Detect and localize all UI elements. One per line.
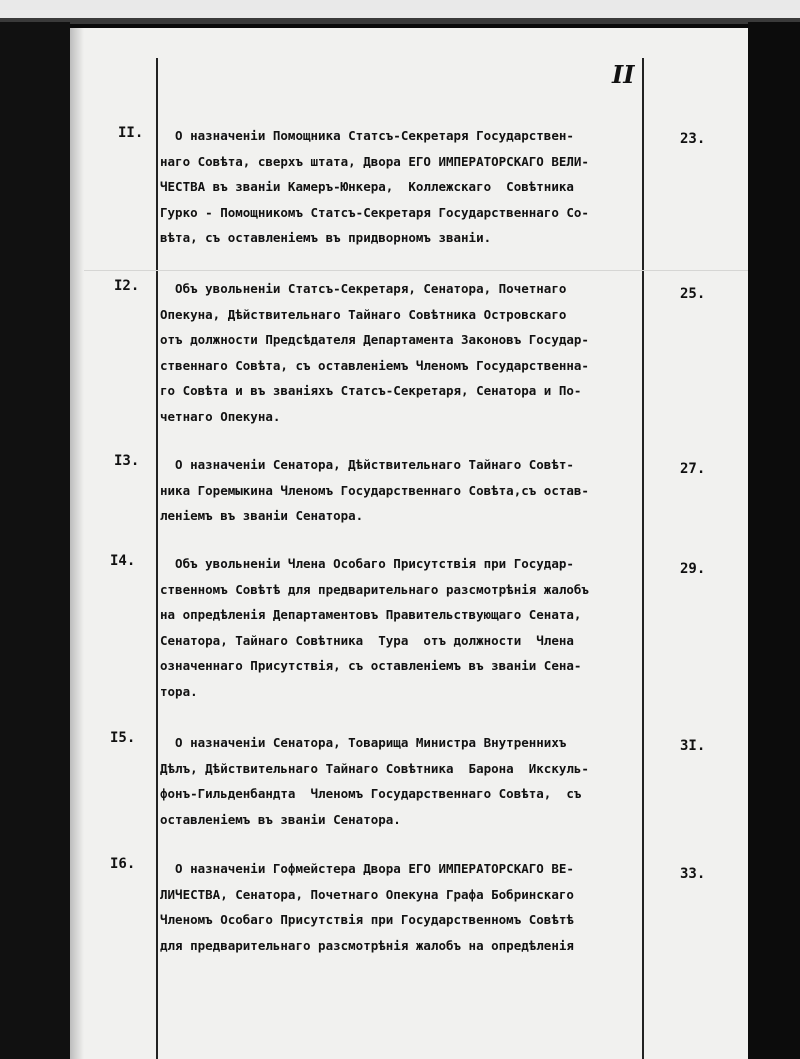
entry-number: I4.: [110, 553, 136, 569]
entry-line: Гурко - Помощникомъ Статсъ-Секретаря Государственнаго Со-: [160, 204, 589, 220]
film-left-margin: [0, 22, 70, 1059]
entry-page-number: 29.: [680, 561, 706, 577]
entry-number: I5.: [110, 730, 136, 746]
right-margin-rule: [642, 58, 644, 1059]
entry-line: фонъ-Гильденбандта Членомъ Государственнаго Совѣта, съ: [160, 786, 582, 802]
entry-text: [160, 730, 640, 832]
entry-line: О назначенiи Гофмейстера Двора ЕГО ИМПЕРАТОРСКАГО ВЕ-: [160, 861, 574, 876]
entry-line: ЧЕСТВА въ званiи Камеръ-Юнкера, Коллежскаго Совѣтника: [160, 179, 574, 195]
entry-text: [160, 276, 640, 430]
entry-line: О назначенiи Помощника Статсъ-Секретаря Государствен-: [160, 128, 574, 143]
entry-line: ственнаго Совѣта, съ оставленiемъ Членомъ Государственна-: [160, 357, 589, 373]
entry-line: наго Совѣта, сверхъ штата, Двора ЕГО ИМПЕРАТОРСКАГО ВЕЛИ-: [160, 153, 589, 169]
entry-line: ника Горемыкина Членомъ Государственнаго Совѣта,съ остав-: [160, 482, 589, 498]
film-top-shadow: [0, 18, 800, 24]
entry-text: [160, 452, 640, 529]
entry-page-number: 25.: [680, 286, 706, 302]
row-separator: [84, 270, 748, 271]
entry-line: Членомъ Особаго Присутствiя при Государственномъ Совѣтѣ: [160, 912, 574, 928]
entry-line: четнаго Опекуна.: [160, 408, 281, 424]
entry-line: для предварительнаго разсмотрѣнiя жалобъ на опредѣленiя: [160, 937, 574, 953]
entry-page-number: 23.: [680, 131, 706, 147]
entry-text: [160, 123, 640, 251]
entry-line: О назначенiи Сенатора, Товарища Министра Внутреннихъ: [160, 735, 567, 750]
entry-number: I2.: [114, 278, 140, 294]
entry-line: Дѣлъ, Дѣйствительнаго Тайнаго Совѣтника Барона Икскуль-: [160, 760, 589, 776]
entry-line: на опредѣленiя Департаментовъ Правительствующаго Сената,: [160, 607, 582, 623]
entry-number: I6.: [110, 856, 136, 872]
entry-line: го Совѣта и въ званiяхъ Статсъ-Секретаря, Сенатора и По-: [160, 383, 582, 399]
entry-page-number: 27.: [680, 461, 706, 477]
entry-line: оставленiемъ въ званiи Сенатора.: [160, 811, 401, 827]
entry-line: вѣта, съ оставленiемъ въ придворномъ званiи.: [160, 230, 492, 246]
entry-line: тора.: [160, 683, 198, 699]
entry-line: Сенатора, Тайнаго Совѣтника Тура отъ должности Члена: [160, 632, 574, 648]
entry-line: означеннаго Присутствiя, съ оставленiемъ въ званiи Сена-: [160, 658, 582, 674]
entry-text: [160, 856, 640, 958]
entry-line: ленiемъ въ званiи Сенатора.: [160, 508, 364, 524]
entry-page-number: 33.: [680, 866, 706, 882]
handwritten-page-mark: II: [612, 60, 635, 89]
entry-line: О назначенiи Сенатора, Дѣйствительнаго Тайнаго Совѣт-: [160, 457, 574, 472]
entry-line: Объ увольненiи Члена Особаго Присутствiя при Государ-: [160, 556, 574, 571]
entry-line: отъ должности Предсѣдателя Департамента Законовъ Государ-: [160, 332, 589, 348]
entry-line: Объ увольненiи Статсъ-Секретаря, Сенатора, Почетнаго: [160, 281, 567, 296]
entry-number: I3.: [114, 453, 140, 469]
entry-line: ственномъ Совѣтѣ для предварительнаго разсмотрѣнiя жалобъ: [160, 581, 589, 597]
page-edge-shadow: [70, 28, 84, 1059]
entry-line: ЛИЧЕСТВА, Сенатора, Почетнаго Опекуна Графа Бобринскаго: [160, 886, 574, 902]
entry-line: Опекуна, Дѣйствительнаго Тайнаго Совѣтника Островскаго: [160, 306, 567, 322]
entry-page-number: 3I.: [680, 738, 706, 754]
entry-number: II.: [118, 125, 144, 141]
entry-text: [160, 551, 640, 705]
film-right-margin: [748, 22, 800, 1059]
left-margin-rule: [156, 58, 158, 1059]
